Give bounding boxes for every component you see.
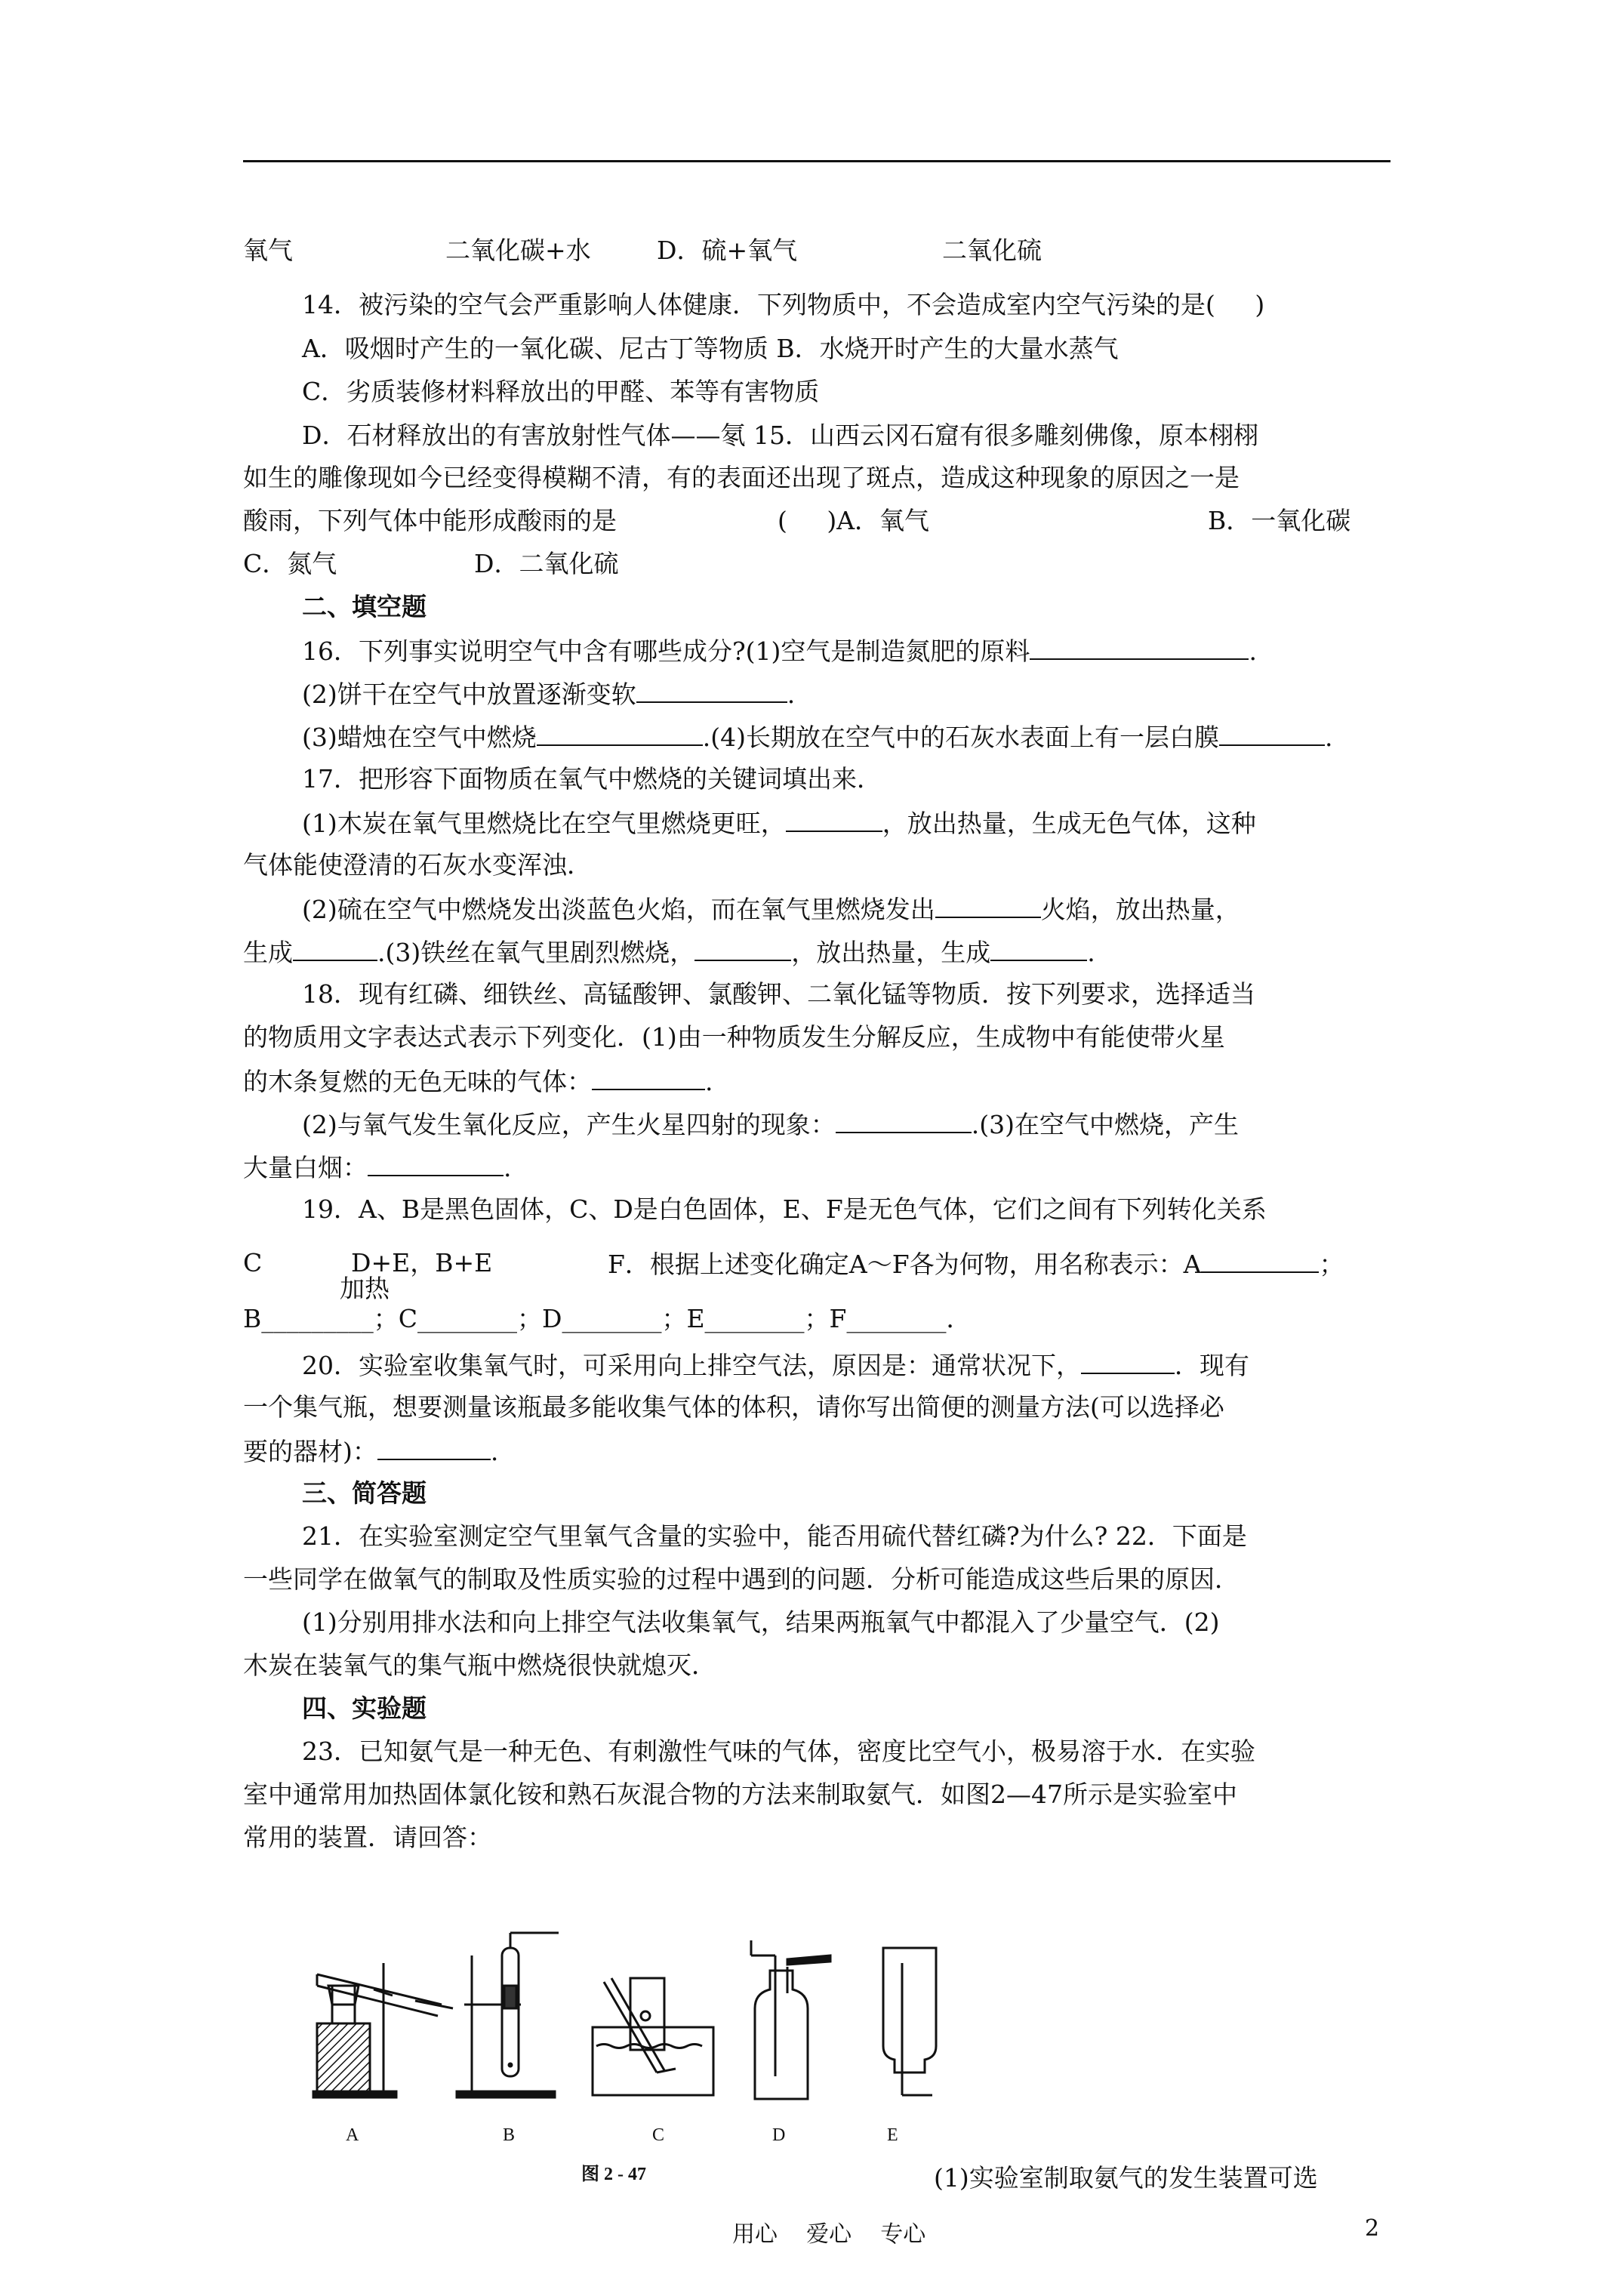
line-1-a: 氧气 [243, 236, 293, 265]
answer-blank [935, 895, 1041, 918]
question-19-reaction: D+E，B+E [351, 1248, 493, 1277]
question-16-text-3: (3)蜡烛在空气中燃烧 [302, 723, 537, 752]
header-rule [243, 160, 1390, 162]
footer-motto: 用心 爱心 专心 [732, 2221, 926, 2248]
apparatus-figure [302, 1872, 1434, 2114]
question-17-line-4: 生成 .(3)铁丝在氧气里剧烈燃烧， ，放出热量，生成 . [243, 938, 1095, 967]
answer-blank [537, 723, 703, 746]
section-2-heading: 二、填空题 [302, 592, 427, 621]
answer-blank [293, 938, 377, 961]
question-16-line-2: (2)饼干在空气中放置逐渐变软 . [302, 680, 796, 709]
question-19-text: F．根据上述变化确定A～F各为何物，用名称表示：A [608, 1250, 1202, 1279]
page-number: 2 [1365, 2215, 1380, 2242]
question-19-line-1: 19．A、B是黑色固体，C、D是白色固体，E、F是无色气体，它们之间有下列转化关系 [302, 1194, 1267, 1224]
question-17-text-1: (1)木炭在氧气里燃烧比在空气里燃烧更旺， [302, 809, 786, 838]
question-23-line-4: (1)实验室制取氨气的发生装置可选 [934, 2163, 1318, 2193]
question-17-text-3: (2)硫在空气中燃烧发出淡蓝色火焰，而在氧气里燃烧发出 [302, 895, 935, 924]
line-1-b: 二氧化碳+水 [445, 236, 591, 265]
line-1-d: 二氧化硫 [942, 236, 1042, 265]
question-17-line-2: 气体能使澄清的石灰水变浑浊． [243, 850, 592, 880]
question-14-option-a-b: A．吸烟时产生的一氧化碳、尼古丁等物质 B．水烧开时产生的大量水蒸气 [302, 334, 1119, 363]
question-20-line-1 [302, 1351, 1249, 1378]
answer-blank [1081, 1351, 1175, 1374]
apparatus-c-water-trough [593, 1978, 713, 2095]
answer-blank [592, 1068, 705, 1090]
answer-blank [368, 1154, 504, 1176]
question-21-line-2: 一些同学在做氧气的制取及性质实验的过程中遇到的问题．分析可能造成这些后果的原因． [243, 1564, 1240, 1594]
question-17-text-6: .(3)铁丝在氧气里剧烈燃烧， [377, 938, 695, 967]
apparatus-b-gas-generation [457, 1933, 559, 2097]
question-23-line-2: 室中通常用加热固体氯化铵和熟石灰混合物的方法来制取氨气．如图2—47所示是实验室中 [243, 1780, 1237, 1809]
question-17-line-1 [302, 809, 1256, 836]
question-15-line-2: 如生的雕像现如今已经变得模糊不清，有的表面还出现了斑点，造成这种现象的原因之一是 [243, 463, 1240, 492]
heating-condition-label: 加热 [340, 1274, 390, 1303]
question-23-line-3: 常用的装置．请回答： [243, 1823, 492, 1852]
figure-label-b: B [503, 2125, 516, 2145]
question-22-line-2: 木炭在装氧气的集气瓶中燃烧很快就熄灭． [243, 1650, 716, 1680]
question-18-line-3: 的木条复燃的无色无味的气体： . [243, 1067, 713, 1096]
figure-label-c: C [652, 2125, 665, 2145]
question-18-line-5: 大量白烟： . [243, 1153, 512, 1182]
section-3-heading: 三、简答题 [302, 1478, 427, 1508]
answer-blank [694, 938, 791, 961]
question-15-line-3c: B．一氧化碳 [1208, 506, 1351, 535]
figure-label-d: D [772, 2125, 786, 2145]
question-16-text-1: 16．下列事实说明空气中含有哪些成分?(1)空气是制造氮肥的原料 [302, 636, 1030, 666]
apparatus-e-inverted-bottle [883, 1948, 936, 2095]
question-18-text-2: (2)与氧气发生氧化反应，产生火星四射的现象： [302, 1110, 836, 1139]
answer-blank [1219, 723, 1325, 746]
question-16-line-3: (3)蜡烛在空气中燃烧 .(4)长期放在空气中的石灰水表面上有一层白膜 . [302, 723, 1333, 752]
question-19-line-3: B_________；C________；D________；E________；F________． [243, 1304, 972, 1333]
question-14-option-d: D．石材释放出的有害放射性气体——氡 15．山西云冈石窟有很多雕刻佛像，原本栩栩 [302, 421, 1258, 450]
question-16-text-4: .(4)长期放在空气中的石灰水表面上有一层白膜 [702, 723, 1219, 752]
question-17: 17．把形容下面物质在氧气中燃烧的关键词填出来． [302, 764, 882, 794]
apparatus-a-heating-setup [313, 1963, 453, 2097]
answer-blank [990, 938, 1087, 961]
question-21-line-1: 21．在实验室测定空气里氧气含量的实验中，能否用硫代替红磷?为什么? 22．下面是 [302, 1521, 1247, 1551]
question-15-option-d: D．二氧化硫 [474, 549, 619, 578]
question-17-line-3 [302, 895, 1240, 922]
question-22-line-1: (1)分别用排水法和向上排空气法收集氧气，结果两瓶氧气中都混入了少量空气．(2) [302, 1607, 1220, 1637]
section-4-heading: 四、实验题 [302, 1693, 427, 1723]
answer-blank [377, 1438, 491, 1460]
question-15-option-c: C．氮气 [243, 549, 337, 578]
line-1-c: D．硫+氧气 [657, 236, 798, 265]
question-17-text-5: 生成 [243, 938, 293, 967]
question-18-line-1: 18．现有红磷、细铁丝、高锰酸钾、氯酸钾、二氧化锰等物质．按下列要求，选择适当 [302, 979, 1255, 1009]
question-16-text-2: (2)饼干在空气中放置逐渐变软 [302, 680, 636, 709]
question-14-option-c: C．劣质装修材料释放出的甲醛、苯等有害物质 [302, 377, 820, 406]
question-17-text-2: ，放出热量，生成无色气体，这种 [882, 809, 1256, 838]
question-18-text-4: 大量白烟： [243, 1153, 368, 1182]
question-15-line-3a: 酸雨，下列气体中能形成酸雨的是 [243, 506, 617, 535]
answer-blank [836, 1111, 972, 1133]
answer-blank [1030, 637, 1249, 660]
question-18-text-1: 的木条复燃的无色无味的气体： [243, 1067, 592, 1096]
question-17-text-7: ，放出热量，生成 [791, 938, 991, 967]
question-19-c: C [243, 1248, 263, 1277]
question-15-line-3b: ( )A．氧气 [778, 506, 930, 535]
answer-blank [786, 809, 882, 832]
figure-label-e: E [887, 2125, 898, 2145]
question-23-line-1: 23．已知氨气是一种无色、有刺激性气味的气体，密度比空气小，极易溶于水．在实验 [302, 1737, 1255, 1766]
figure-caption: 图 2 - 47 [581, 2165, 646, 2184]
apparatus-d-gas-bottle [751, 1940, 830, 2099]
figure-label-a: A [346, 2125, 359, 2145]
question-19-line-2: F．根据上述变化确定A～F各为何物，用名称表示：A ； [608, 1250, 1344, 1279]
question-18-line-4 [302, 1111, 1239, 1137]
question-17-text-4: 火焰，放出热量， [1040, 895, 1240, 924]
answer-blank [636, 680, 787, 703]
question-20-line-3: 要的器材)： . [243, 1437, 499, 1466]
question-14: 14．被污染的空气会严重影响人体健康．下列物质中，不会造成室内空气污染的是( ) [302, 290, 1265, 319]
question-16-line-1: 16．下列事实说明空气中含有哪些成分?(1)空气是制造氮肥的原料 . [302, 636, 1257, 666]
question-20-text-3: 要的器材)： [243, 1437, 377, 1466]
question-18-text-3: .(3)在空气中燃烧，产生 [971, 1110, 1239, 1139]
question-20-line-2: 一个集气瓶，想要测量该瓶最多能收集气体的体积，请你写出简便的测量方法(可以选择必 [243, 1392, 1224, 1422]
answer-blank [1201, 1250, 1319, 1273]
question-20-text-2: ．现有 [1175, 1351, 1249, 1380]
question-18-line-2: 的物质用文字表达式表示下列变化．(1)由一种物质发生分解反应，生成物中有能使带火星 [243, 1022, 1225, 1052]
question-20-text-1: 20．实验室收集氧气时，可采用向上排空气法，原因是：通常状况下， [302, 1351, 1081, 1380]
